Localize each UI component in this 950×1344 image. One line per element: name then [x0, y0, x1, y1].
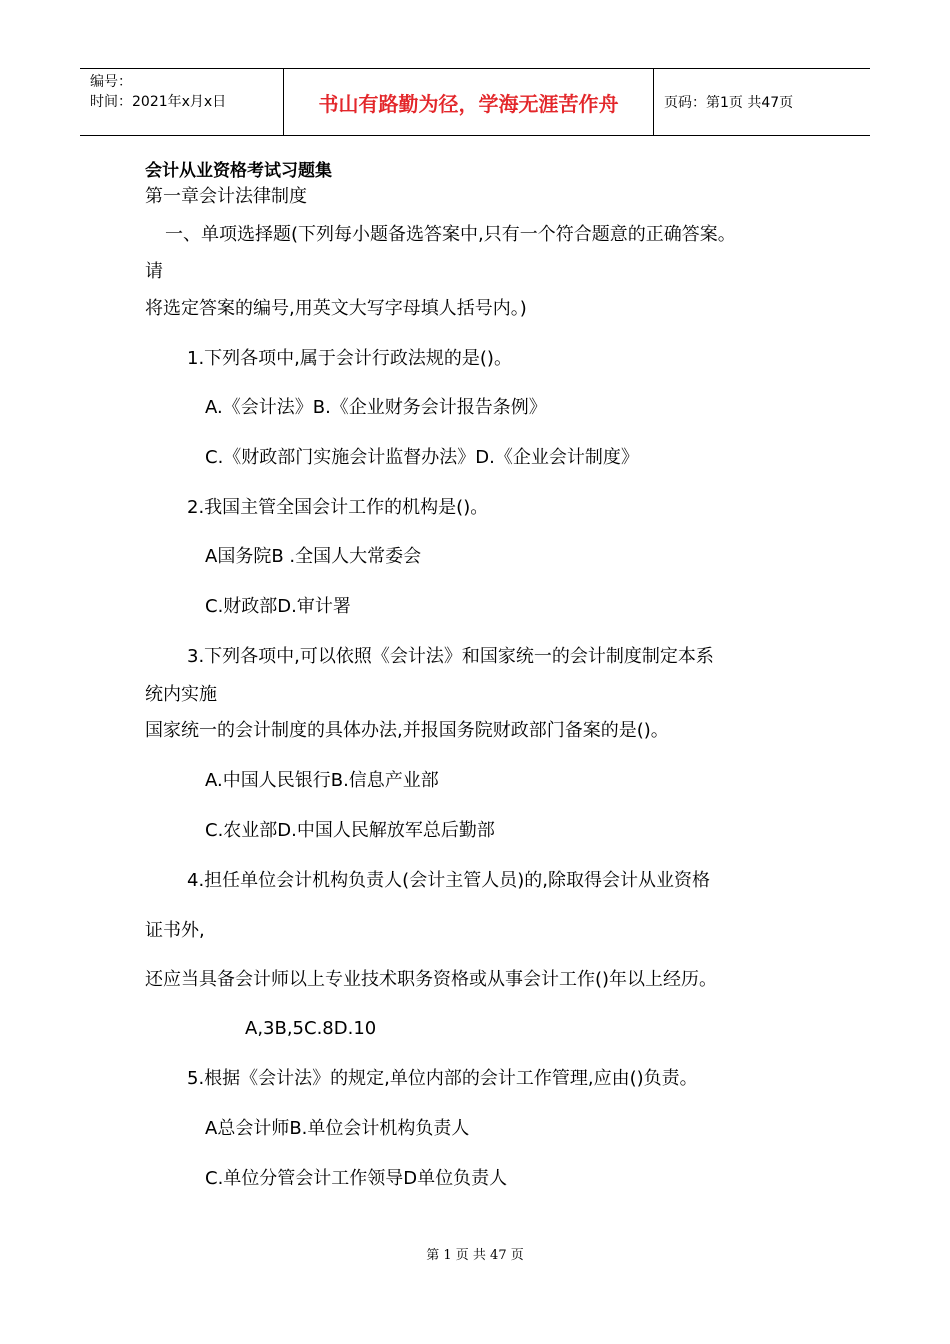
document-number-label: 编号： — [90, 74, 132, 90]
question-3-line-2: 统内实施 — [145, 684, 217, 705]
question-3-options-ab: A.中国人民银行B.信息产业部 — [205, 770, 439, 791]
page-footer: 第 1 页 共 47 页 — [426, 1248, 524, 1263]
header-page-info: 页码：第1页 共47页 — [664, 95, 794, 111]
chapter-heading: 第一章会计法律制度 — [145, 186, 307, 207]
page-header — [80, 68, 870, 136]
question-2-options-ab: A国务院B .全国人大常委会 — [205, 546, 422, 567]
document-title: 会计从业资格考试习题集 — [145, 161, 332, 181]
question-4-line-3: 还应当具备会计师以上专业技术职务资格或从事会计工作()年以上经历。 — [145, 969, 718, 990]
header-motto: 书山有路勤为径，学海无涯苦作舟 — [283, 69, 654, 135]
section-intro-line-2: 请 — [145, 261, 163, 282]
question-3-line-3: 国家统一的会计制度的具体办法,并报国务院财政部门备案的是()。 — [145, 720, 669, 741]
section-intro-line-1: 一、单项选择题(下列每小题备选答案中,只有一个符合题意的正确答案。 — [165, 224, 736, 245]
question-1: 1.下列各项中,属于会计行政法规的是()。 — [187, 348, 512, 369]
question-5: 5.根据《会计法》的规定,单位内部的会计工作管理,应由()负责。 — [187, 1068, 698, 1089]
question-3-options-cd: C.农业部D.中国人民解放军总后勤部 — [205, 820, 495, 841]
question-1-options-ab: A.《会计法》B.《企业财务会计报告条例》 — [205, 397, 547, 418]
question-4-options: A,3B,5C.8D.10 — [245, 1018, 377, 1039]
question-5-options-cd: C.单位分管会计工作领导D单位负责人 — [205, 1168, 508, 1189]
question-3-line-1: 3.下列各项中,可以依照《会计法》和国家统一的会计制度制定本系 — [187, 646, 714, 667]
question-4-line-2: 证书外, — [145, 920, 205, 941]
question-2: 2.我国主管全国会计工作的机构是()。 — [187, 497, 489, 518]
question-4-line-1: 4.担任单位会计机构负责人(会计主管人员)的,除取得会计从业资格 — [187, 870, 710, 891]
question-2-options-cd: C.财政部D.审计署 — [205, 596, 351, 617]
question-1-options-cd: C.《财政部门实施会计监督办法》D.《企业会计制度》 — [205, 447, 639, 468]
document-date: 时间：2021年x月x日 — [90, 94, 227, 110]
section-intro-line-3: 将选定答案的编号,用英文大写字母填人括号内。) — [145, 298, 527, 319]
question-5-options-ab: A总会计师B.单位会计机构负责人 — [205, 1118, 470, 1139]
header-meta — [80, 69, 283, 135]
